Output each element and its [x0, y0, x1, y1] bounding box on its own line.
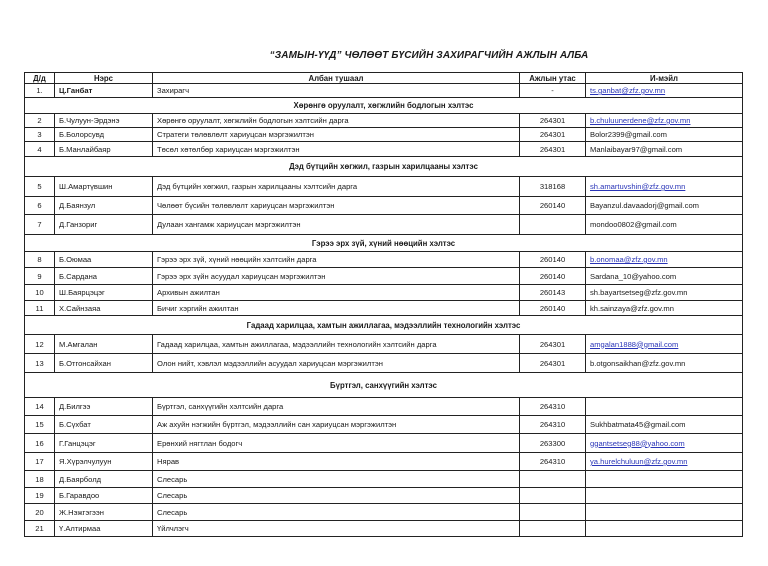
row-position: Слесарь [153, 488, 520, 504]
row-phone: - [520, 84, 586, 98]
row-name: Ш.Баярцэцэг [55, 285, 153, 301]
row-position: Гадаад харилцаа, хамтын ажиллагаа, мэдээллийн технологийн хэлтсийн дарга [153, 335, 520, 354]
row-phone [520, 215, 586, 235]
row-no: 19 [25, 488, 55, 504]
row-position: Ерөнхий нягтлан бодогч [153, 434, 520, 453]
email-text: Bolor2399@gmail.com [590, 130, 667, 139]
table-row [25, 215, 743, 235]
email-link[interactable]: sh.amartuvshin@zfz.gov.mn [590, 182, 686, 191]
table-row-director [25, 84, 743, 98]
row-no: 5 [25, 177, 55, 197]
row-email-cell [586, 488, 743, 504]
row-email-cell [586, 252, 743, 268]
row-name: Д.Баярболд [55, 471, 153, 488]
row-name: Б.Сүхбат [55, 416, 153, 434]
row-name: Ү.Алтирмаа [55, 521, 153, 537]
row-email-cell [586, 197, 743, 215]
row-name: Г.Ганцэцэг [55, 434, 153, 453]
section-header-row [25, 373, 743, 398]
row-no: 7 [25, 215, 55, 235]
row-phone: 264301 [520, 114, 586, 128]
row-email-cell [586, 128, 743, 142]
row-phone: 260140 [520, 252, 586, 268]
table-row [25, 354, 743, 373]
section-title: Гэрээ эрх зүй, хүний нөөцийн хэлтэс [25, 235, 743, 252]
row-no: 4 [25, 142, 55, 157]
row-phone: 260140 [520, 268, 586, 285]
row-name: Б.Гаравдоо [55, 488, 153, 504]
row-email-cell [586, 335, 743, 354]
row-position: Гэрээ эрх зүйн асуудал хариуцсан мэргэжилтэн [153, 268, 520, 285]
email-link[interactable]: ya.hurelchuluun@zfz.gov.mn [590, 457, 688, 466]
row-name: Ж.Нэжгэгээн [55, 504, 153, 521]
row-no: 10 [25, 285, 55, 301]
row-position: Аж ахуйн нэгжийн бүртгэл, мэдээллийн сан хариуцсан мэргэжилтэн [153, 416, 520, 434]
row-email-cell [586, 114, 743, 128]
email-text: kh.sainzaya@zfz.gov.mn [590, 303, 674, 313]
table-row [25, 488, 743, 504]
row-email-cell [586, 301, 743, 316]
row-name: Б.Болорсувд [55, 128, 153, 142]
row-position: Бүртгэл, санхүүгийн хэлтсийн дарга [153, 398, 520, 416]
row-name: Б.Отгонсайхан [55, 354, 153, 373]
row-phone: 264301 [520, 354, 586, 373]
section-header-row [25, 157, 743, 177]
table-row [25, 177, 743, 197]
row-email-cell [586, 142, 743, 157]
row-phone [520, 488, 586, 504]
row-name: Ц.Ганбат [55, 84, 153, 98]
row-phone: 260140 [520, 301, 586, 316]
section-title: Дэд бүтцийн хөгжил, газрын харилцааны хэлтэс [25, 157, 743, 177]
row-position: Чөлөөт бүсийн төлөвлөлт хариуцсан мэргэжилтэн [153, 197, 520, 215]
email-link[interactable]: ggantsetseg88@yahoo.com [590, 438, 685, 448]
table-header-row [25, 73, 743, 84]
row-phone: 264301 [520, 128, 586, 142]
row-email-cell [586, 215, 743, 235]
section-header-row [25, 235, 743, 252]
row-email-cell [586, 504, 743, 521]
table-row [25, 434, 743, 453]
row-no: 1. [25, 84, 55, 98]
row-phone: 263300 [520, 434, 586, 453]
row-email-cell [586, 471, 743, 488]
email-text: Bayanzul.davaadorj@gmail.com [590, 201, 700, 210]
row-no: 21 [25, 521, 55, 537]
row-no: 6 [25, 197, 55, 215]
email-text: sh.bayartsetseg@zfz.gov.mn [590, 288, 688, 297]
table-row [25, 453, 743, 471]
row-name: Д.Билгээ [55, 398, 153, 416]
row-position: Үйлчлэгч [153, 521, 520, 537]
row-phone: 260140 [520, 197, 586, 215]
email-text: Sardana_10@yahoo.com [590, 271, 677, 281]
row-phone [520, 471, 586, 488]
row-phone [520, 504, 586, 521]
row-position: Захирагч [153, 84, 520, 98]
table-row [25, 128, 743, 142]
row-no: 17 [25, 453, 55, 471]
row-no: 2 [25, 114, 55, 128]
row-position: Бичиг хэргийн ажилтан [153, 301, 520, 316]
table-row [25, 252, 743, 268]
row-position: Төсөл хөтөлбөр хариуцсан мэргэжилтэн [153, 142, 520, 157]
row-name: М.Амгалан [55, 335, 153, 354]
row-name: Д.Ганзориг [55, 215, 153, 235]
table-row [25, 521, 743, 537]
row-email-cell [586, 434, 743, 453]
row-position: Олон нийт, хэвлэл мэдээллийн асуудал хариуцсан мэргэжилтэн [153, 354, 520, 373]
table-row [25, 335, 743, 354]
row-phone: 264301 [520, 335, 586, 354]
row-no: 13 [25, 354, 55, 373]
row-no: 16 [25, 434, 55, 453]
email-link[interactable]: amgalan1888@gmail.com [590, 339, 679, 349]
row-phone: 264310 [520, 416, 586, 434]
section-header-row [25, 98, 743, 114]
row-email-cell [586, 398, 743, 416]
row-position: Хөрөнгө оруулалт, хөгжлийн бодлогын хэлтсийн дарга [153, 114, 520, 128]
row-email-cell [586, 268, 743, 285]
row-no: 9 [25, 268, 55, 285]
row-email-cell [586, 285, 743, 301]
section-title: Гадаад харилцаа, хамтын ажиллагаа, мэдээллийн технологийн хэлтэс [25, 316, 743, 335]
header-no: Д/д [25, 73, 55, 84]
row-no: 18 [25, 471, 55, 488]
table-row [25, 471, 743, 488]
row-email-cell [586, 177, 743, 197]
row-phone [520, 521, 586, 537]
document-title: “ЗАМЫН-ҮҮД” ЧӨЛӨӨТ БҮСИЙН ЗАХИРАГЧИЙН АЖЛЫН АЛБА [269, 50, 589, 61]
header-position: Албан тушаал [153, 73, 520, 84]
row-no: 11 [25, 301, 55, 316]
table-row [25, 504, 743, 521]
table-row [25, 268, 743, 285]
table-row [25, 398, 743, 416]
row-no: 15 [25, 416, 55, 434]
row-phone: 260143 [520, 285, 586, 301]
row-name: Б.Чулуун-Эрдэнэ [55, 114, 153, 128]
row-email-cell [586, 354, 743, 373]
header-email: И-мэйл [586, 73, 743, 84]
row-position: Гэрээ эрх зүй, хүний нөөцийн хэлтсийн дарга [153, 252, 520, 268]
row-email-cell [586, 521, 743, 537]
row-no: 20 [25, 504, 55, 521]
staff-directory-table [24, 72, 743, 537]
table-row [25, 114, 743, 128]
table-row [25, 197, 743, 215]
row-name: Б.Оюмаа [55, 252, 153, 268]
email-link[interactable]: ts.ganbat@zfz.gov.mn [590, 86, 666, 95]
row-no: 3 [25, 128, 55, 142]
section-header-row [25, 316, 743, 335]
row-position: Слесарь [153, 471, 520, 488]
section-title: Бүртгэл, санхүүгийн хэлтэс [25, 373, 743, 398]
row-name: Я.Хүрэлчулуун [55, 453, 153, 471]
row-no: 8 [25, 252, 55, 268]
table-row [25, 285, 743, 301]
table-row [25, 142, 743, 157]
row-position: Архивын ажилтан [153, 285, 520, 301]
header-phone: Ажлын утас [520, 73, 586, 84]
row-email-cell [586, 453, 743, 471]
email-text: Sukhbatmata45@gmail.com [590, 420, 686, 429]
section-title: Хөрөнгө оруулалт, хөгжлийн бодлогын хэлтэс [25, 98, 743, 114]
row-phone: 264301 [520, 142, 586, 157]
table-row [25, 416, 743, 434]
row-position: Нярав [153, 453, 520, 471]
row-name: Х.Сайнзаяа [55, 301, 153, 316]
row-name: Ш.Амартүвшин [55, 177, 153, 197]
row-phone: 264310 [520, 453, 586, 471]
row-position: Дэд бүтцийн хөгжил, газрын харилцааны хэлтсийн дарга [153, 177, 520, 197]
row-email-cell [586, 416, 743, 434]
row-position: Дулаан хангамж хариуцсан мэргэжилтэн [153, 215, 520, 235]
row-phone: 318168 [520, 177, 586, 197]
row-no: 12 [25, 335, 55, 354]
row-phone: 264310 [520, 398, 586, 416]
row-name: Д.Баянзул [55, 197, 153, 215]
row-position: Стратеги төлөвлөлт хариуцсан мэргэжилтэн [153, 128, 520, 142]
email-text: mondoo0802@gmail.com [590, 220, 677, 229]
email-text: b.otgonsaikhan@zfz.gov.mn [590, 358, 686, 368]
table-row [25, 301, 743, 316]
row-name: Б.Манлайбаяр [55, 142, 153, 157]
row-position: Слесарь [153, 504, 520, 521]
row-email-cell [586, 84, 743, 98]
email-link[interactable]: b.chuluunerdene@zfz.gov.mn [590, 116, 691, 125]
email-link[interactable]: b.onomaa@zfz.gov.mn [590, 255, 668, 264]
row-name: Б.Сардана [55, 268, 153, 285]
header-name: Нэрс [55, 73, 153, 84]
row-no: 14 [25, 398, 55, 416]
email-text: Manlaibayar97@gmail.com [590, 144, 683, 154]
